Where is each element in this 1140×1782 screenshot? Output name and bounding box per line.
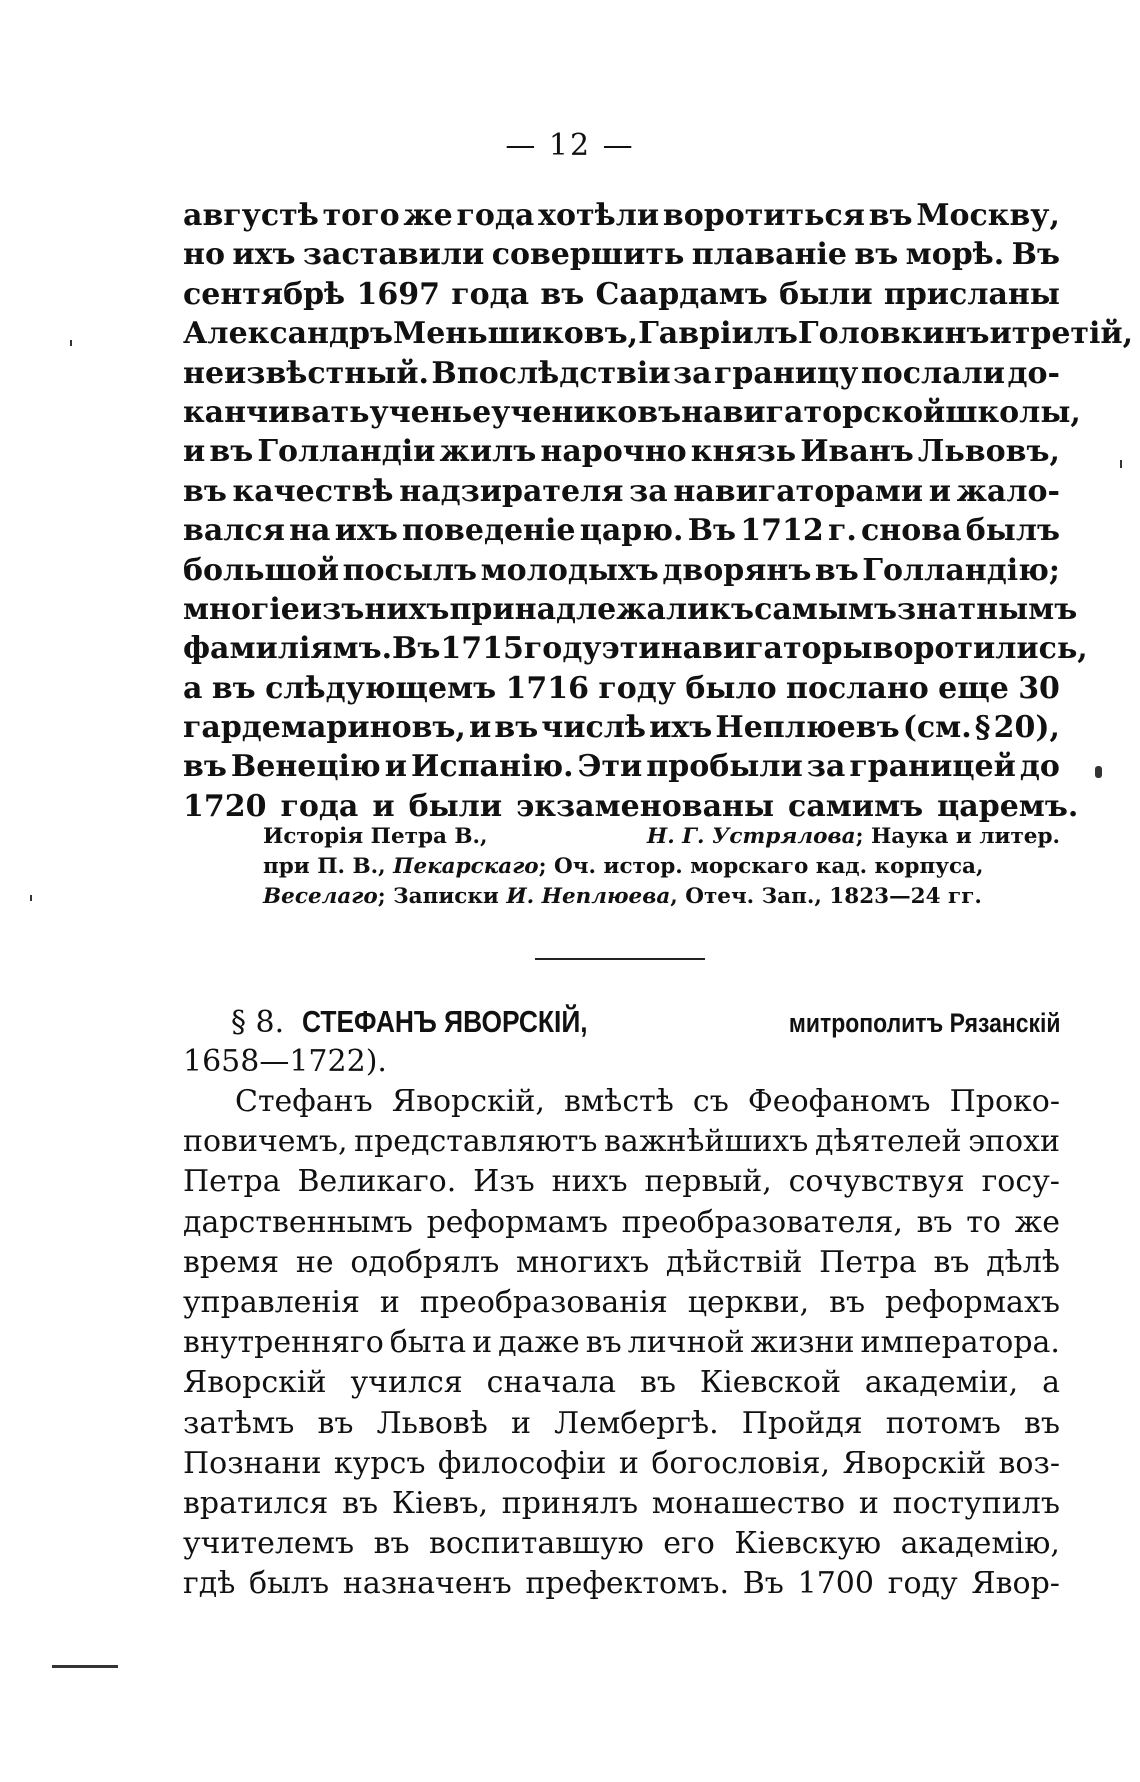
- word: гдѣ: [183, 1566, 236, 1602]
- word: дѣятелей: [814, 1124, 962, 1160]
- word: Петра: [183, 1164, 281, 1200]
- source-author: Н. Г. Устрялова: [646, 824, 856, 849]
- text-line: [183, 787, 1079, 826]
- word: августѣ: [183, 198, 319, 233]
- word: и: [858, 1485, 879, 1521]
- word: году: [887, 1566, 958, 1602]
- text-line: [183, 1082, 1060, 1122]
- word: и: [511, 1405, 532, 1441]
- word: 1712: [740, 513, 824, 549]
- source-text: ; Оч. истор. морскаго кад. корпуса,: [538, 854, 984, 879]
- source-text: ; Наука и литер.: [855, 824, 1060, 849]
- word: и: [472, 1325, 493, 1361]
- word: и: [468, 710, 492, 746]
- word: же: [403, 198, 453, 233]
- word: Въ: [742, 1566, 784, 1602]
- word: даже: [498, 1325, 580, 1361]
- text-line: [183, 472, 1060, 511]
- word: за: [673, 355, 712, 391]
- word: церкви,: [687, 1284, 810, 1320]
- word: въ: [585, 1325, 622, 1361]
- word: Прoко-: [949, 1084, 1060, 1119]
- text-line: [183, 1564, 1060, 1604]
- word: до-: [1007, 355, 1060, 391]
- word: въ: [868, 198, 913, 233]
- text-line: [183, 196, 1060, 235]
- word: царемъ.: [937, 788, 1079, 824]
- word: было: [685, 670, 777, 706]
- word: его: [663, 1526, 715, 1562]
- word: Неплюевъ: [715, 710, 900, 746]
- source-text: при П. В.,: [263, 854, 386, 879]
- word: жало-: [956, 473, 1060, 509]
- word: воротились,: [872, 631, 1088, 667]
- text-line: [183, 1122, 1060, 1162]
- text-line: [183, 1484, 1060, 1524]
- source-author: Пекарскаго: [393, 854, 539, 879]
- word: и: [372, 788, 395, 824]
- word: многихъ: [516, 1244, 650, 1280]
- page-number: — 12 —: [505, 128, 635, 163]
- word: того: [322, 198, 400, 233]
- word: г.: [827, 513, 857, 549]
- section-divider: [535, 958, 705, 960]
- word: жизни: [750, 1325, 855, 1361]
- word: поведеніе: [402, 513, 576, 549]
- word: за: [629, 473, 668, 509]
- source-author: И. Неплюева: [506, 884, 671, 909]
- text-line: [183, 1524, 1060, 1564]
- section-subtitle: митрополитъ Рязанскій: [788, 1008, 1060, 1038]
- word: многіе: [183, 591, 300, 627]
- word: царю.: [579, 513, 684, 549]
- word: въ: [540, 276, 585, 312]
- word: Яворскій,: [391, 1084, 545, 1119]
- text-line: [183, 275, 1060, 314]
- word: префектомъ.: [525, 1566, 729, 1602]
- word: Изъ: [473, 1164, 535, 1200]
- text-line: [183, 314, 1134, 353]
- word: быта: [389, 1325, 467, 1361]
- word: третій,: [1011, 316, 1134, 352]
- word: съ: [692, 1084, 729, 1119]
- source-text: ; Записки: [377, 884, 499, 909]
- scan-speck: [30, 895, 32, 901]
- word: присланы: [883, 276, 1060, 312]
- word: границей: [849, 749, 1016, 785]
- word: воспитавшую: [429, 1526, 644, 1562]
- word: Кіевъ,: [391, 1485, 488, 1521]
- word: представляютъ: [354, 1124, 598, 1160]
- word: школы,: [945, 394, 1081, 430]
- word: Въ: [687, 513, 737, 549]
- word: нихъ: [551, 1164, 628, 1200]
- word: сочувствуя: [788, 1164, 965, 1200]
- word: году: [598, 670, 676, 706]
- word: Лембергѣ.: [554, 1405, 719, 1441]
- word: эпохи: [968, 1124, 1060, 1160]
- word: фамиліямъ.: [183, 631, 393, 667]
- word: совершить: [491, 237, 685, 273]
- word: Голландію;: [862, 552, 1060, 588]
- word: время: [183, 1244, 280, 1280]
- word: были: [408, 788, 503, 824]
- word: и: [384, 749, 407, 785]
- word: въ: [211, 670, 256, 706]
- word: реформамъ: [426, 1204, 608, 1240]
- word: сентябрѣ: [183, 276, 346, 312]
- paragraph-navigators: [183, 196, 1134, 826]
- word: Впослѣдствіи: [431, 355, 671, 391]
- word: затѣмъ: [183, 1405, 295, 1441]
- word: въ: [1024, 1405, 1060, 1441]
- word: назначенъ: [342, 1566, 512, 1602]
- word: Великаго.: [297, 1164, 457, 1200]
- word: качествѣ: [232, 473, 394, 509]
- text-line: [183, 708, 1060, 747]
- word: вался: [183, 513, 285, 549]
- word: снова: [861, 513, 962, 549]
- word: Пройдя: [741, 1405, 863, 1441]
- word: дворянъ: [662, 552, 812, 588]
- word: дѣйствій: [665, 1244, 803, 1280]
- section-number: § 8.: [231, 1005, 285, 1040]
- word: Эти: [577, 749, 643, 785]
- word: §: [974, 710, 991, 746]
- word: изъ: [299, 591, 365, 627]
- word: морѣ.: [905, 237, 1005, 273]
- word: года: [280, 788, 359, 824]
- word: и: [928, 473, 951, 509]
- text-line: [183, 354, 1060, 393]
- word: внутренняго: [183, 1325, 384, 1361]
- word: реформахъ: [885, 1284, 1060, 1320]
- word: Кіевской: [699, 1365, 841, 1401]
- scan-speck: [70, 340, 72, 346]
- text-line: [183, 1323, 1060, 1363]
- sources-reference: [263, 822, 1060, 912]
- word: гардемариновъ,: [183, 710, 466, 746]
- text-line: [183, 629, 1088, 668]
- word: экзаменованы: [516, 788, 775, 824]
- word: заставили: [302, 237, 485, 273]
- word: не: [295, 1244, 334, 1280]
- word: Львовъ,: [917, 434, 1060, 470]
- word: монашество: [651, 1485, 846, 1521]
- word: Саардамъ: [595, 276, 768, 312]
- word: Феофаномъ: [747, 1084, 931, 1119]
- word: за: [806, 749, 846, 785]
- word: ученье: [369, 394, 492, 430]
- word: управленія: [183, 1284, 360, 1320]
- text-line: [183, 235, 1060, 274]
- word: Явор-: [971, 1566, 1060, 1602]
- text-line: [183, 1162, 1060, 1202]
- word: же: [1014, 1204, 1060, 1240]
- word: въ: [183, 749, 227, 785]
- word: былъ: [965, 513, 1060, 549]
- word: Александръ: [183, 316, 393, 352]
- word: слѣдующемъ: [265, 670, 497, 706]
- word: въ: [829, 1284, 866, 1320]
- text-line: [183, 551, 1060, 590]
- word: то: [966, 1204, 1001, 1240]
- word: воз-: [998, 1445, 1060, 1481]
- word: и: [183, 434, 206, 470]
- word: 1697: [356, 276, 440, 312]
- word: года: [451, 276, 530, 312]
- text-line: [183, 393, 1081, 432]
- word: плаваніе: [691, 237, 847, 273]
- source-line: [263, 822, 1060, 852]
- word: надзирателя: [399, 473, 624, 509]
- word: Москву,: [916, 198, 1060, 233]
- word: большой: [183, 552, 340, 588]
- source-author: Веселаго: [263, 884, 378, 909]
- word: границу: [714, 355, 859, 391]
- word: учениковъ: [491, 394, 682, 430]
- word: въ: [373, 1526, 410, 1562]
- word: 1720: [183, 788, 267, 824]
- word: Стефанъ: [235, 1084, 373, 1119]
- word: императора.: [860, 1325, 1060, 1361]
- text-line: [183, 1444, 1060, 1484]
- scan-dot: [1095, 766, 1102, 778]
- word: Головкинъ: [797, 316, 990, 352]
- word: учителемъ: [183, 1526, 355, 1562]
- word: году: [523, 631, 602, 667]
- word: богословія,: [651, 1445, 831, 1481]
- word: 20),: [993, 710, 1060, 746]
- word: въ: [494, 710, 539, 746]
- word: нарочно: [540, 434, 687, 470]
- text-line: [183, 1363, 1060, 1403]
- word: личной: [627, 1325, 745, 1361]
- section-name: СТЕФАНЪ ЯВОРСКІЙ,: [302, 1004, 588, 1039]
- word: къ: [709, 591, 755, 627]
- word: знатнымъ: [897, 591, 1078, 627]
- word: года: [456, 198, 535, 233]
- paragraph-yavorsky: [183, 1082, 1060, 1604]
- section-years: 1658—1722).: [183, 1044, 387, 1079]
- word: принялъ: [501, 1485, 639, 1521]
- text-line: [183, 511, 1060, 550]
- word: Голландіи: [257, 434, 436, 470]
- word: Яворскій: [183, 1365, 327, 1401]
- word: хотѣли: [538, 198, 660, 233]
- word: Познани: [183, 1445, 322, 1481]
- word: сначала: [486, 1365, 617, 1401]
- word: курсъ: [333, 1445, 426, 1481]
- word: эти: [601, 631, 661, 667]
- word: одобрялъ: [350, 1244, 500, 1280]
- word: былъ: [249, 1566, 330, 1602]
- word: Кіевскую: [734, 1526, 882, 1562]
- word: самимъ: [788, 788, 924, 824]
- word: ихъ: [649, 710, 713, 746]
- word: первый,: [644, 1164, 772, 1200]
- word: неизвѣстный.: [183, 355, 429, 391]
- word: Львовѣ: [376, 1405, 488, 1441]
- word: въ: [814, 552, 859, 588]
- word: вратился: [183, 1485, 329, 1521]
- word: до: [1019, 749, 1060, 785]
- word: Венецію: [230, 749, 381, 785]
- word: воротиться: [662, 198, 865, 233]
- source-text: Исторія Петра В.,: [263, 824, 488, 849]
- word: госу-: [981, 1164, 1060, 1200]
- word: повичемъ,: [183, 1124, 348, 1160]
- word: Въ: [392, 631, 441, 667]
- word: и: [379, 1284, 400, 1320]
- word: въ: [183, 473, 227, 509]
- text-line: [183, 1283, 1060, 1323]
- word: въ: [209, 434, 254, 470]
- word: и: [989, 316, 1012, 352]
- text-line: [183, 432, 1060, 471]
- word: преобразованія: [419, 1284, 668, 1320]
- text-line: [183, 1404, 1060, 1444]
- word: философіи: [437, 1445, 607, 1481]
- word: самымъ: [754, 591, 897, 627]
- word: были: [779, 276, 873, 312]
- text-line: [183, 669, 1060, 708]
- word: ихъ: [232, 237, 296, 273]
- word: 1716: [505, 670, 590, 706]
- word: академію,: [900, 1526, 1060, 1562]
- word: въ: [342, 1485, 379, 1521]
- word: (см.: [902, 710, 972, 746]
- word: принадлежали: [449, 591, 710, 627]
- word: нихъ: [364, 591, 450, 627]
- word: но: [183, 237, 225, 273]
- word: Петра: [819, 1244, 917, 1280]
- word: академіи,: [864, 1365, 1019, 1401]
- word: дарственнымъ: [183, 1204, 413, 1240]
- word: Испанію.: [410, 749, 574, 785]
- word: Яворскій: [842, 1445, 987, 1481]
- word: числѣ: [541, 710, 647, 746]
- text-line: [183, 590, 1078, 629]
- word: молодыхъ: [480, 552, 659, 588]
- word: а: [1042, 1365, 1060, 1401]
- word: учился: [350, 1365, 463, 1401]
- source-line: [263, 852, 1060, 882]
- word: посылъ: [342, 552, 478, 588]
- word: канчивать: [183, 394, 370, 430]
- word: послали: [860, 355, 1006, 391]
- word: потомъ: [885, 1405, 1001, 1441]
- word: ихъ: [334, 513, 398, 549]
- text-line: [183, 1243, 1060, 1283]
- word: въ: [854, 237, 899, 273]
- word: въ: [916, 1204, 953, 1240]
- word: Въ: [1011, 237, 1060, 273]
- word: на: [289, 513, 331, 549]
- word: поступилъ: [892, 1485, 1060, 1521]
- word: въ: [317, 1405, 354, 1441]
- word: Гавріилъ: [638, 316, 798, 352]
- word: пробыли: [646, 749, 803, 785]
- source-line: [263, 882, 1060, 912]
- word: князь: [690, 434, 797, 470]
- word: 1700: [797, 1566, 874, 1602]
- source-text: , Отеч. Зап., 1823—24 гг.: [670, 884, 982, 909]
- word: 30: [1018, 670, 1060, 706]
- word: еще: [938, 670, 1009, 706]
- word: жилъ: [439, 434, 537, 470]
- word: въ: [639, 1365, 676, 1401]
- word: въ: [933, 1244, 970, 1280]
- scan-dash: [52, 1665, 118, 1668]
- word: и: [618, 1445, 639, 1481]
- word: навигаторы: [660, 631, 873, 667]
- word: навигаторской: [681, 394, 946, 430]
- text-line: [183, 1203, 1060, 1243]
- section-heading: [183, 1002, 1060, 1082]
- word: дѣлѣ: [986, 1244, 1060, 1280]
- text-line: [183, 747, 1060, 786]
- scan-speck: [1120, 460, 1122, 468]
- word: послано: [786, 670, 929, 706]
- word: 1715: [440, 631, 524, 667]
- word: навигаторами: [673, 473, 923, 509]
- word: важнѣйшихъ: [604, 1124, 809, 1160]
- word: а: [183, 670, 203, 706]
- word: Иванъ: [800, 434, 914, 470]
- word: преобразователя,: [621, 1204, 903, 1240]
- word: вмѣстѣ: [564, 1084, 674, 1119]
- word: Меньшиковъ,: [393, 316, 639, 352]
